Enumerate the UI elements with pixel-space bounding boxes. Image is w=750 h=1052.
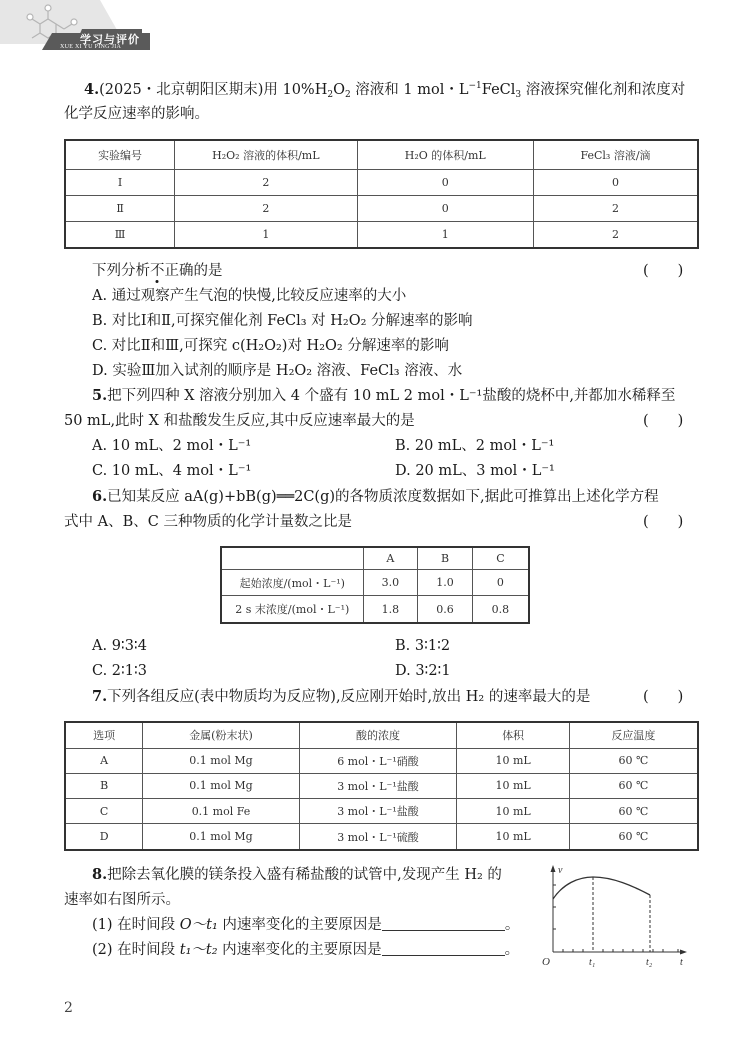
table-cell: Ⅰ [65,169,175,195]
q6-number: 6. [92,488,108,505]
q8-stem-line1 [92,865,502,885]
table-row [221,569,529,595]
table-cell: 0.1 mol Mg [143,824,299,850]
table-cell: 1 [357,221,533,248]
header-banner [0,0,260,52]
t2-label: t₂ [646,957,653,967]
q5-stem-line1 [92,386,675,406]
banner-subtitle: XUE XI YU PING JIA [60,44,122,50]
q5-number: 5. [92,387,108,404]
table-cell: Ⅱ [65,195,175,221]
table-cell: 0 [533,169,698,195]
q4-stem-text: 溶液和 1 mol・L [350,82,469,98]
q8-stem-line2: 速率如右图所示。 [64,892,180,908]
q6-option-c: C. 2∶1∶3 [92,663,148,679]
table-row [65,748,698,773]
table-cell: 2 [533,221,698,248]
origin-label: O [542,956,550,967]
q7-stem [92,687,590,707]
answer-paren[interactable]: ( ) [643,514,684,530]
rate-curve [553,877,650,899]
table-cell: 起始浓度/(mol・L⁻¹) [221,569,363,595]
table-cell: 0 [357,195,533,221]
q4-stem-text: 溶液探究催化剂和浓度对 [521,82,686,98]
q7-table [64,721,699,851]
answer-paren[interactable]: ( ) [643,413,684,429]
table-cell: 2 [533,195,698,221]
table-row [65,221,698,248]
table-header-cell: 反应温度 [569,722,698,748]
answer-blank-1[interactable] [382,917,505,931]
q7-stem-text: 下列各组反应(表中物质均为反应物),反应刚开始时,放出 H₂ 的速率最大的是 [107,689,591,705]
table-cell: 1 [175,221,357,248]
table-cell: Ⅲ [65,221,175,248]
table-cell: 6 mol・L⁻¹硝酸 [299,748,457,773]
q6-table [220,546,530,624]
table-cell: 60 ℃ [569,748,698,773]
table-cell: 1.0 [418,569,473,595]
t1-label: t₁ [589,957,596,967]
table-header-cell: B [418,547,473,569]
table-header-cell: H₂O 的体积/mL [357,140,533,169]
q8-sub2-range: t₁～t₂ [179,942,218,958]
q4-source: (2025・北京朝阳区期末) [99,82,264,98]
y-axis-arrow-icon [551,865,556,872]
table-cell: 60 ℃ [569,773,698,798]
q8-sub1-text: (1) 在时间段 [92,917,180,933]
table-header-cell: 实验编号 [65,140,175,169]
q6-stem-text: 已知某反应 aA(g)+bB(g)══2C(g)的各物质浓度数据如下,据此可推算出上述化学方程 [107,489,659,505]
table-header-row [65,722,698,748]
q8-sub2-text: (2) 在时间段 [92,942,180,958]
q4-prompt-text: 下列分析 [92,263,150,279]
table-header-cell: FeCl₃ 溶液/滴 [533,140,698,169]
table-header-cell: C [472,547,529,569]
table-cell: 2 [175,195,357,221]
table-cell: 3 mol・L⁻¹盐酸 [299,773,457,798]
table-cell: 0.1 mol Fe [143,799,299,824]
answer-paren[interactable]: ( ) [643,689,684,705]
q4-number: 4. [84,81,100,98]
period: 。 [504,942,520,958]
q4-option-a: A. 通过观察产生气泡的快慢,比较反应速率的大小 [92,288,407,304]
table-cell: 10 mL [457,824,570,850]
table-header-cell: 酸的浓度 [299,722,457,748]
q8-subquestion-2 [92,940,519,960]
q7-number: 7. [92,688,108,705]
table-cell: 3 mol・L⁻¹硫酸 [299,824,457,850]
table-cell: 10 mL [457,748,570,773]
q5-option-b: B. 20 mL、2 mol・L⁻¹ [395,438,555,454]
table-cell: 10 mL [457,773,570,798]
table-cell: A [65,748,143,773]
table-cell: 2 [175,169,357,195]
answer-paren[interactable]: ( ) [643,263,684,279]
table-row [221,596,529,623]
table-header-row [65,140,698,169]
table-header-cell: 选项 [65,722,143,748]
table-cell: 0.8 [472,596,529,623]
q5-stem-text: 把下列四种 X 溶液分别加入 4 个盛有 10 mL 2 mol・L⁻¹盐酸的烧杯中,并都加水稀释至 [107,388,676,404]
table-cell: 0 [357,169,533,195]
table-row [65,169,698,195]
q4-stem-line2: 化学反应速率的影响。 [64,106,209,122]
period: 。 [504,917,520,933]
x-axis-arrow-icon [680,950,687,955]
q8-sub2-text: 内速率变化的主要原因是 [217,942,382,958]
table-cell: 1.8 [363,596,418,623]
q4-table [64,139,699,249]
q5-option-d: D. 20 mL、3 mol・L⁻¹ [395,463,555,479]
q6-stem-line2: 式中 A、B、C 三种物质的化学计量数之比是 [64,514,352,530]
page-number: 2 [64,1000,73,1016]
q4-option-c: C. 对比Ⅱ和Ⅲ,可探究 c(H₂O₂)对 H₂O₂ 分解速率的影响 [92,338,449,354]
q4-stem-line1: 4.(2025・北京朝阳区期末)用 $10\%H_2O_2$ 溶液和 1 mol・$L^{-1}FeCl_3$ 溶液探究催化剂和浓度对 [84,81,686,100]
table-cell: D [65,824,143,850]
table-header-cell [221,547,363,569]
q4-option-b: B. 对比Ⅰ和Ⅱ,可探究催化剂 FeCl₃ 对 H₂O₂ 分解速率的影响 [92,313,473,329]
q8-number: 8. [92,866,108,883]
table-header-cell: 金属(粉末状) [143,722,299,748]
y-axis-label: v [558,865,563,876]
x-axis-label: t [680,957,683,967]
table-cell: 0.6 [418,596,473,623]
q4-option-d: D. 实验Ⅲ加入试剂的顺序是 H₂O₂ 溶液、FeCl₃ 溶液、水 [92,363,463,379]
table-header-cell: H₂O₂ 溶液的体积/mL [175,140,357,169]
q4-stem-text: 用 10%H [263,82,328,98]
table-cell: 0.1 mol Mg [143,773,299,798]
table-header-row [221,547,529,569]
q8-sub1-range: O～t₁ [179,917,218,933]
q8-subquestion-1 [92,915,519,935]
q4-stem-text: O [333,82,345,98]
table-cell: 2 s 末浓度/(mol・L⁻¹) [221,596,363,623]
table-cell: 3 mol・L⁻¹盐酸 [299,799,457,824]
table-cell: 60 ℃ [569,799,698,824]
q4-prompt [92,261,223,281]
q6-stem-line1 [92,487,659,507]
table-cell: B [65,773,143,798]
table-cell: C [65,799,143,824]
banner-title: 学习与评价 [80,33,140,46]
table-row [65,195,698,221]
table-row [65,773,698,798]
rate-time-chart [533,862,698,967]
table-cell: 10 mL [457,799,570,824]
q8-sub1-text: 内速率变化的主要原因是 [217,917,382,933]
q4-stem-text: FeCl [481,82,516,98]
q5-option-a: A. 10 mL、2 mol・L⁻¹ [92,438,252,454]
table-header-cell: A [363,547,418,569]
q6-option-d: D. 3∶2∶1 [395,663,451,679]
table-row [65,824,698,850]
q5-option-c: C. 10 mL、4 mol・L⁻¹ [92,463,252,479]
q5-stem-line2: 50 mL,此时 X 和盐酸发生反应,其中反应速率最大的是 [64,413,415,429]
table-row [65,799,698,824]
q6-option-b: B. 3∶1∶2 [395,638,451,654]
q4-prompt-text: 正确的是 [164,263,223,279]
table-cell: 60 ℃ [569,824,698,850]
table-cell: 0 [472,569,529,595]
table-cell: 0.1 mol Mg [143,748,299,773]
table-header-cell: 体积 [457,722,570,748]
q4-prompt-emphasis: 不 [150,263,165,279]
answer-blank-2[interactable] [382,942,505,956]
table-cell: 3.0 [363,569,418,595]
q8-stem-text: 把除去氧化膜的镁条投入盛有稀盐酸的试管中,发现产生 H₂ 的 [107,867,502,883]
q6-option-a: A. 9∶3∶4 [92,638,147,654]
